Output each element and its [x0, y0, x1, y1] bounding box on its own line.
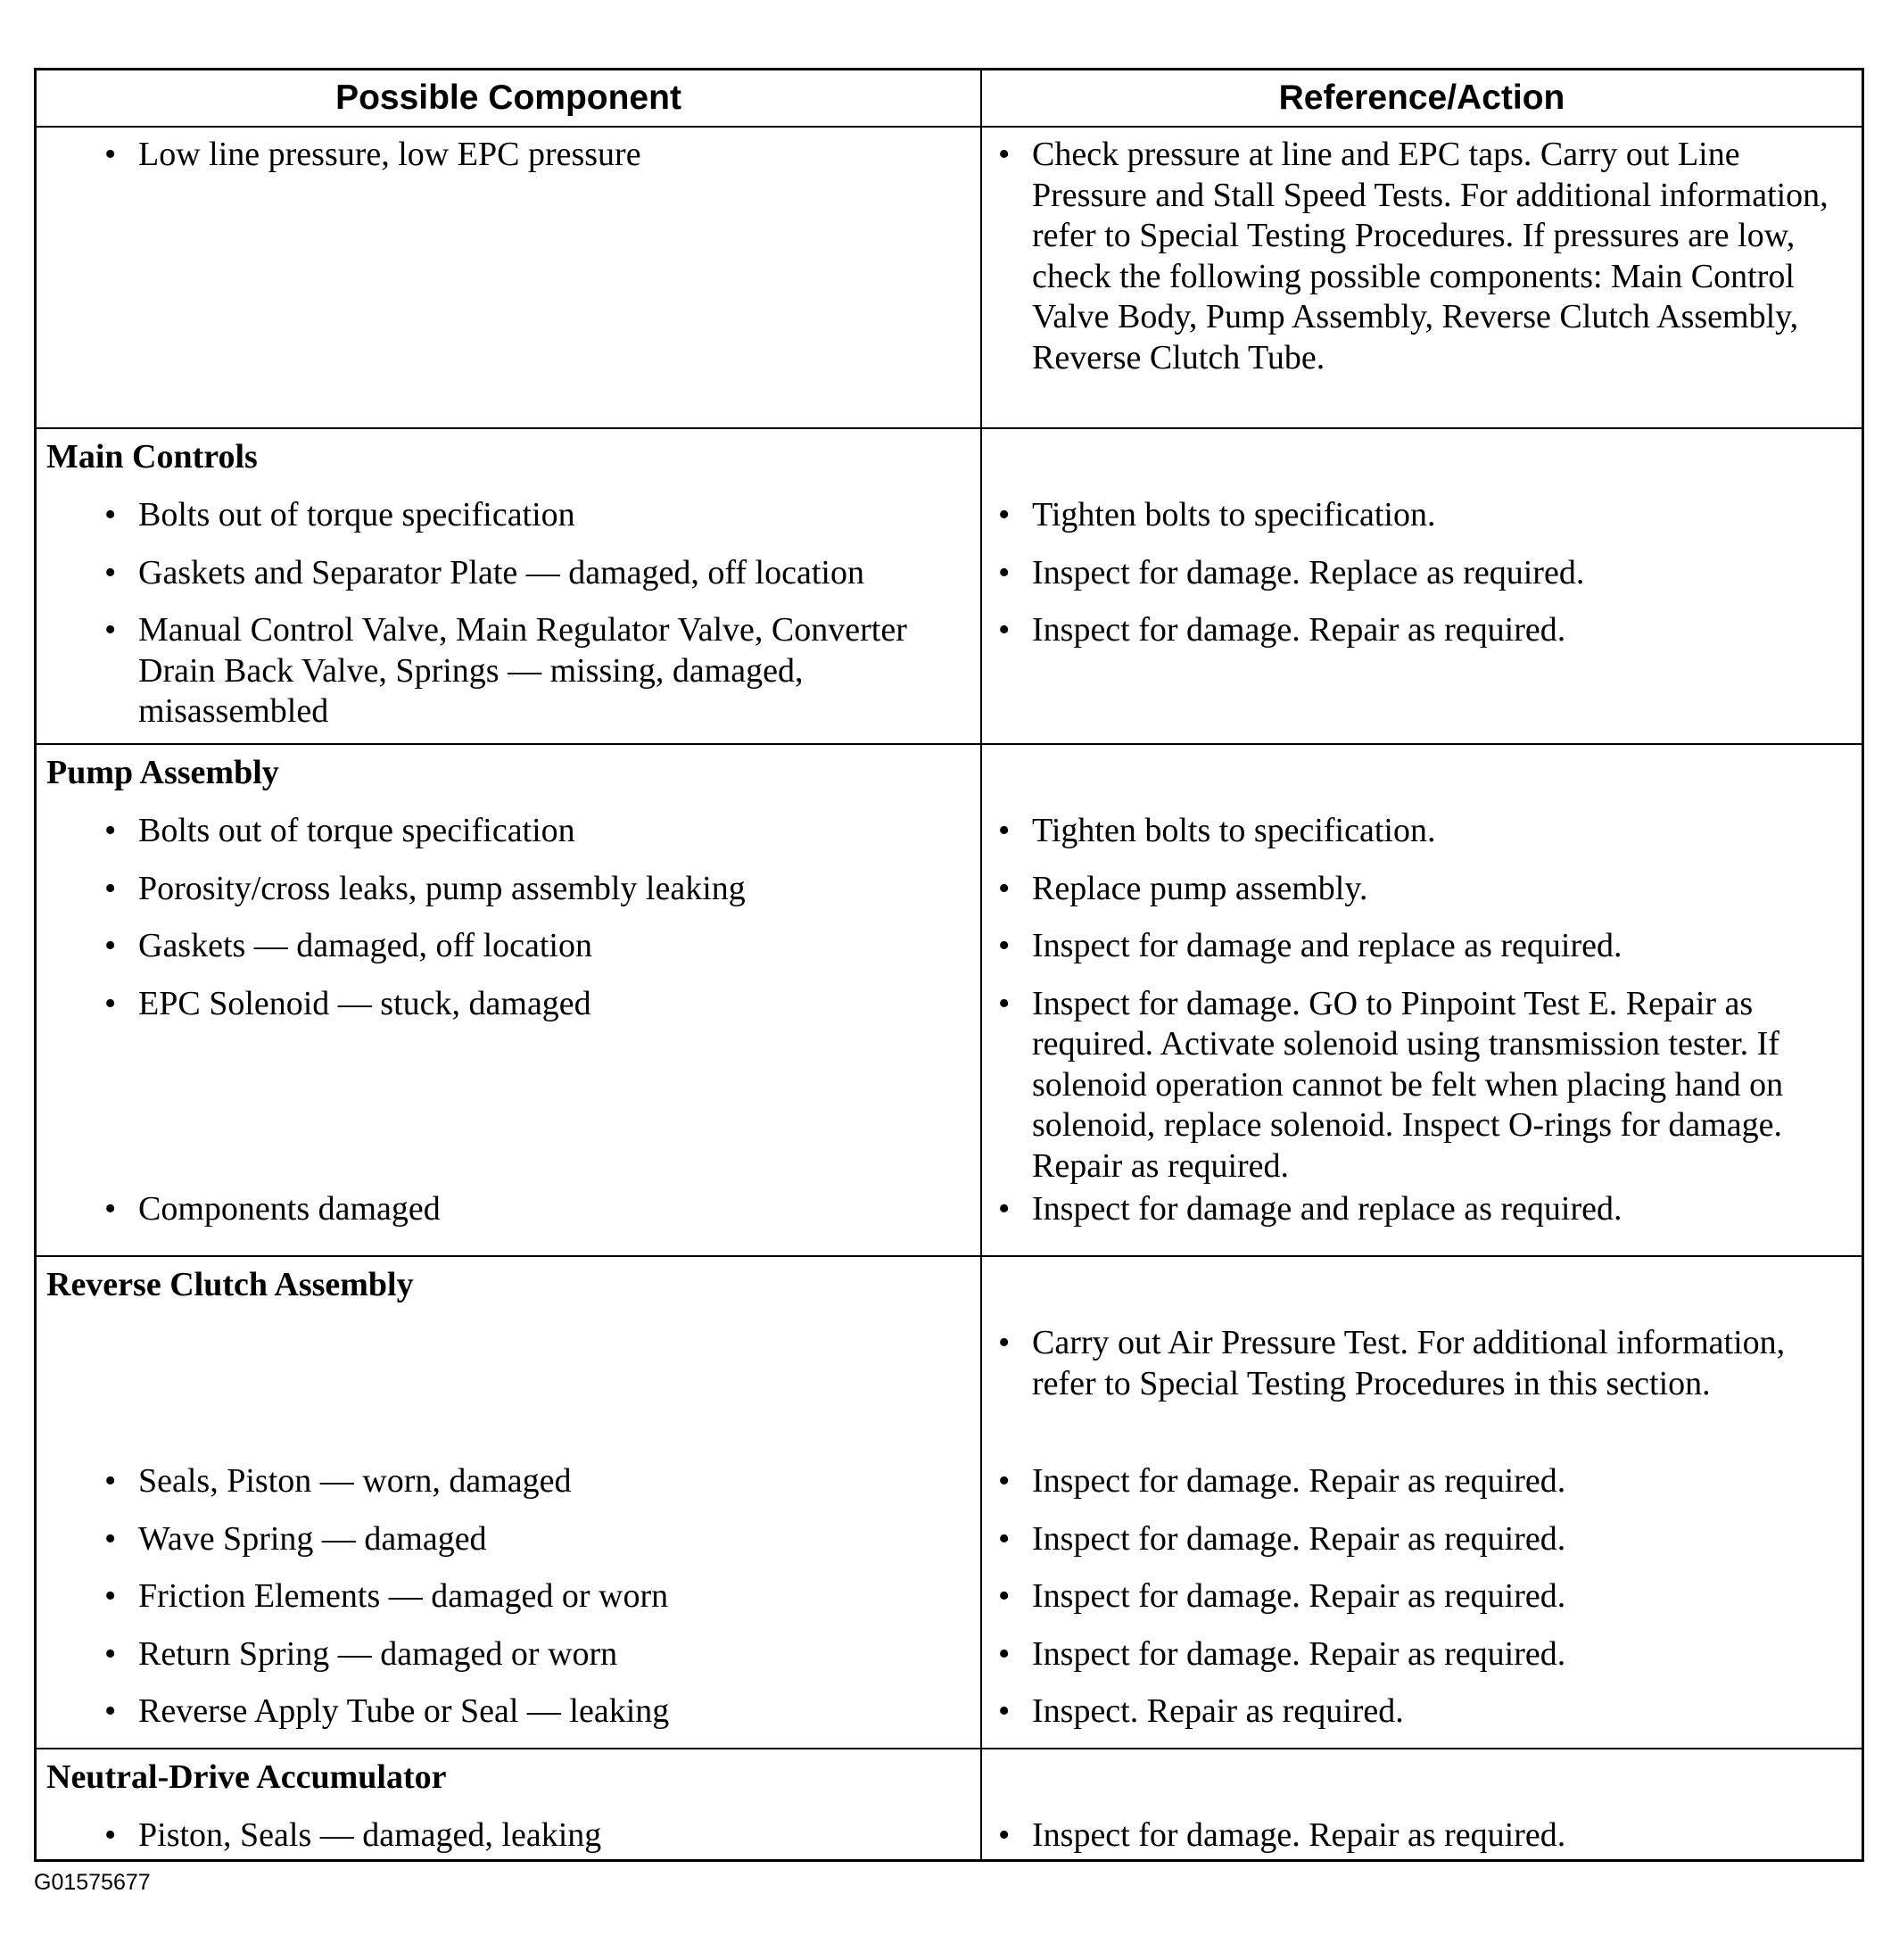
figure-id: G01575677 — [34, 1870, 151, 1895]
component-item: • Return Spring — damaged or worn — [104, 1634, 618, 1673]
table-row-line-pressure — [37, 126, 1862, 427]
component-item — [37, 1323, 980, 1444]
component-item: • Reverse Apply Tube or Seal — leaking — [104, 1692, 670, 1730]
table-section-reverse-clutch-assembly — [37, 1255, 1862, 1748]
component-item: • Low line pressure, low EPC pressure — [37, 135, 980, 176]
action-item: • Inspect. Repair as required. — [998, 1692, 1404, 1730]
component-item: • Components damaged — [104, 1189, 441, 1228]
component-item: • Friction Elements — damaged or worn — [104, 1577, 669, 1615]
component-item: • Porosity/cross leaks, pump assembly leaking — [104, 869, 746, 907]
component-item: • Seals, Piston — worn, damaged — [104, 1462, 572, 1500]
action-item: • Inspect for damage. GO to Pinpoint Test E. Repair as required. Activate solenoid using transmission tester. If solenoid operation cannot be felt when placing hand on solenoid, replace solenoid. Inspect O-rings for damage. Repair as required. — [998, 984, 1784, 1185]
component-item: • EPC Solenoid — stuck, damaged — [104, 984, 591, 1022]
table-header-row — [37, 70, 1862, 126]
action-item: • Replace pump assembly. — [998, 869, 1368, 907]
action-item: • Inspect for damage. Repair as required. — [998, 1816, 1566, 1854]
action-item: • Inspect for damage. Repair as required. — [998, 1519, 1566, 1558]
diagnosis-table — [34, 68, 1864, 1862]
component-item: • Bolts out of torque specification — [104, 812, 575, 849]
table-section-pump-assembly — [37, 743, 1862, 1255]
action-item: • Inspect for damage and replace as required. — [998, 1189, 1622, 1228]
action-item: • Tighten bolts to specification. — [998, 496, 1436, 533]
component-item: • Gaskets and Separator Plate — damaged, off location — [104, 553, 864, 591]
section-title: Reverse Clutch Assembly — [46, 1266, 414, 1303]
action-item: • Inspect for damage and replace as required. — [998, 927, 1622, 964]
action-item: • Carry out Air Pressure Test. For additional information, refer to Special Testing Procedures in this section. — [998, 1324, 1786, 1402]
component-item: • Wave Spring — damaged — [104, 1519, 487, 1558]
bullet-glyph: • — [104, 136, 117, 173]
component-item: • Manual Control Valve, Main Regulator Valve, Converter Drain Back Valve, Springs — missing, damaged, misassembled — [104, 611, 907, 730]
bullet-glyph: • — [998, 136, 1011, 173]
component-item: • Bolts out of torque specification — [104, 496, 575, 533]
action-item: • Inspect for damage. Replace as required. — [998, 553, 1585, 591]
action-item: • Inspect for damage. Repair as required. — [998, 1634, 1566, 1673]
action-item: • Tighten bolts to specification. — [998, 812, 1436, 849]
header-reference-action: Reference/Action — [1278, 79, 1565, 117]
section-title: Neutral-Drive Accumulator — [46, 1758, 447, 1796]
component-item: • Gaskets — damaged, off location — [104, 927, 592, 964]
table-section-neutral-drive-accumulator — [37, 1748, 1862, 1859]
header-possible-component: Possible Component — [37, 70, 982, 126]
table-section-main-controls — [37, 427, 1862, 743]
action-item: • Inspect for damage. Repair as required. — [998, 1462, 1566, 1500]
action-item: • Check pressure at line and EPC taps. Carry out Line Pressure and Stall Speed Tests. For additional information, refer to Special Testing Procedures. If pressures are low, check the following possible components: Main Control Valve Body, Pump Assembly, Reverse Clutch Assembly, Reverse Clutch Tube. — [998, 136, 1829, 376]
action-item: • Inspect for damage. Repair as required. — [998, 611, 1566, 649]
section-title: Pump Assembly — [46, 754, 279, 791]
action-item: • Inspect for damage. Repair as required. — [998, 1577, 1566, 1615]
component-item: • Piston, Seals — damaged, leaking — [104, 1816, 602, 1854]
section-title: Main Controls — [46, 438, 258, 476]
